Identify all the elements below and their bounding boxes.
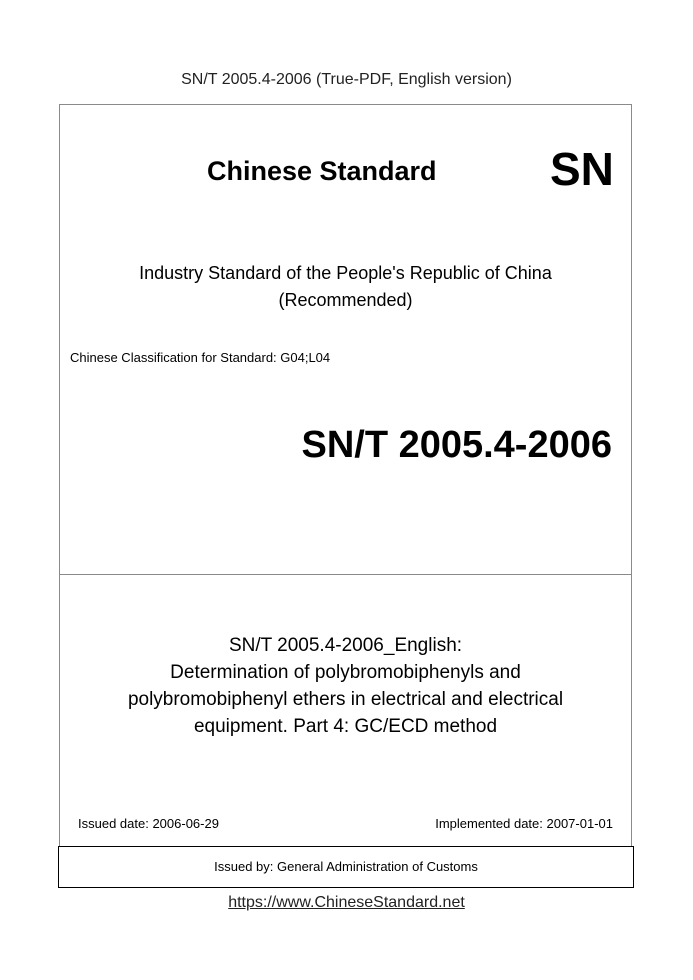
standard-code: SN	[550, 143, 614, 195]
industry-statement	[59, 260, 632, 314]
classification-text: Chinese Classification for Standard: G04;L04	[70, 350, 331, 365]
document-title	[59, 632, 632, 740]
website-link[interactable]: https://www.ChineseStandard.net	[228, 894, 465, 911]
standard-number: SN/T 2005.4-2006	[301, 424, 612, 466]
industry-line-2: (Recommended)	[278, 290, 413, 310]
issuer-box	[58, 846, 634, 888]
page-header: SN/T 2005.4-2006 (True-PDF, English version)	[181, 71, 512, 88]
document-title-line: equipment. Part 4: GC/ECD method	[193, 716, 498, 737]
industry-line-1: Industry Standard of the People's Republic of China	[139, 263, 552, 283]
implemented-date: Implemented date: 2007-01-01	[435, 816, 613, 831]
standard-label: Chinese Standard	[207, 156, 437, 186]
document-title-line: SN/T 2005.4-2006_English:	[228, 635, 463, 656]
issued-date: Issued date: 2006-06-29	[78, 816, 219, 831]
document-title-line: polybromobiphenyl ethers in electrical and electrical	[127, 689, 564, 710]
issued-by-text: Issued by: General Administration of Customs	[214, 859, 478, 874]
document-title-line: Determination of polybromobiphenyls and	[170, 662, 521, 683]
